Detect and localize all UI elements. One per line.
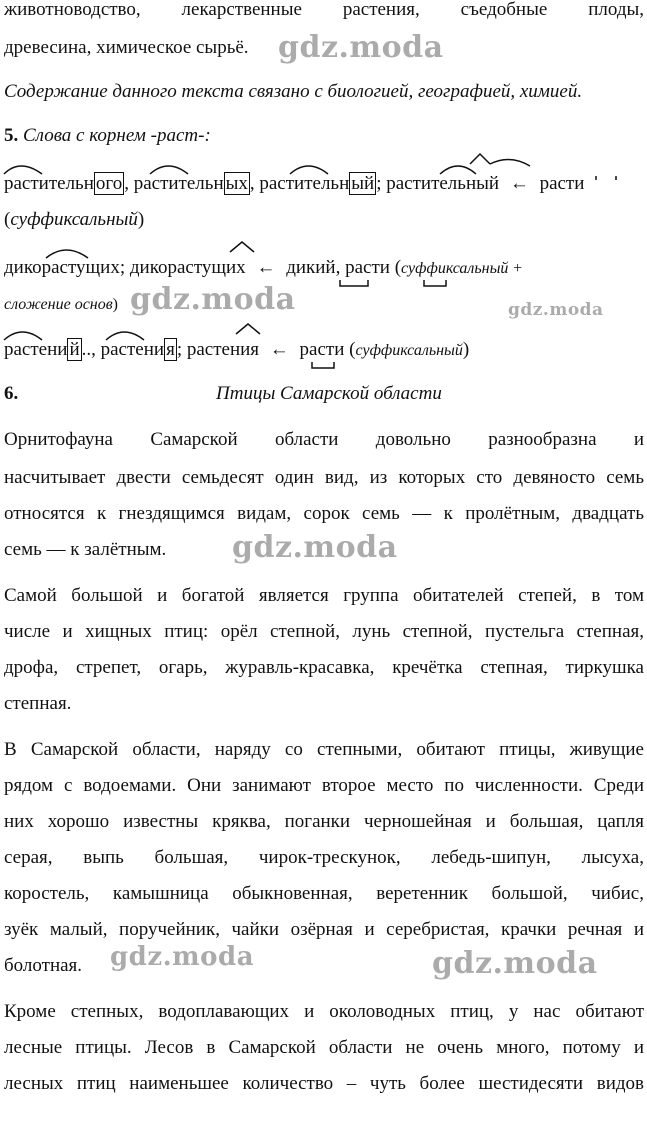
ending-box: ого — [95, 173, 123, 194]
word: дикорастущих; — [4, 257, 126, 278]
word-root: растени — [4, 339, 68, 360]
derivation-method: суффиксальный — [401, 260, 509, 277]
text-line: них хорошо известны кряква, поганки черношейная и большая, цапля — [4, 811, 644, 832]
paren: ( — [349, 339, 356, 360]
text-line: Орнитофауна Самарской области довольно разнообразна и — [4, 429, 644, 450]
text-line: лесные птицы. Лесов в Самарской области не очень много, потому и — [4, 1037, 644, 1058]
paren: ( — [394, 257, 402, 278]
derived-word: растительный — [386, 173, 500, 194]
text-line: древесина, химическое сырьё. — [4, 37, 249, 58]
source-word: расти — [539, 173, 585, 194]
paren: ) — [112, 296, 118, 313]
ending-box: ый — [351, 173, 375, 194]
section-5-heading — [4, 124, 644, 148]
derivation-arrow: ← — [509, 173, 529, 194]
watermark: gdz.moda — [508, 300, 604, 320]
ending-box: ых — [225, 173, 248, 194]
section-number: 5. — [4, 125, 19, 146]
word-root: растительн — [259, 173, 350, 194]
word-root: растительн — [4, 173, 94, 194]
derivation-arrow: ← — [256, 257, 276, 278]
text-line: болотная. — [4, 955, 83, 976]
section-title: Птицы Самарской области — [216, 383, 442, 404]
section-text: Слова с корнем -раст-: — [23, 125, 211, 146]
watermark: gdz.moda — [130, 282, 296, 317]
word-root: растительн — [133, 173, 224, 194]
text-line: числе и хищных птиц: орёл степной, лунь степной, пустельга степная, — [4, 621, 644, 642]
text-line: дрофа, стрепет, огарь, журавль-красавка, кречётка степная, тиркушка — [4, 657, 644, 678]
ending-box: й — [69, 339, 80, 360]
text-line: серая, выпь большая, чирок-трескунок, лебедь-шипун, лысуха, — [4, 847, 644, 868]
derivation-method: сложение основ — [4, 296, 113, 313]
word-analysis-line: растительн ого , растительн ых , растительн ый ; растительный ← расти — [4, 173, 585, 194]
text-line: степная. — [4, 693, 72, 714]
derived-word: растения — [186, 339, 260, 360]
text-line: рядом с водоемами. Они занимают второе место по численности. Среди — [4, 775, 644, 796]
text-line: относятся к гнездящимся видам, сорок семь — к пролётным, двадцать — [4, 503, 644, 524]
paren: ) — [462, 339, 470, 360]
ending-box: я — [166, 339, 175, 360]
derived-word: дикорастущих — [129, 257, 246, 278]
word-analysis-line — [4, 256, 644, 281]
derivation-method: суффиксальный — [355, 342, 463, 359]
watermark: gdz.moda — [278, 30, 444, 65]
text-line: животноводство, лекарственные растения, съедобные плоды, — [4, 0, 644, 20]
watermark: gdz.moda — [110, 942, 255, 972]
punct: .., — [81, 339, 96, 360]
punct: ; — [176, 339, 183, 360]
plus: + — [513, 260, 523, 277]
text-line: зуёк малый, поручейник, чайки озёрная и серебристая, крачки речная и — [4, 919, 644, 940]
paren: ) — [137, 209, 145, 230]
watermark: gdz.moda — [432, 946, 598, 981]
text-line: Содержание данного текста связано с биологией, географией, химией. — [4, 81, 583, 102]
text-line: Самой большой и богатой является группа обитателей степей, в том — [4, 585, 644, 606]
derivation-method: суффиксальный — [10, 209, 138, 230]
section-number: 6. — [4, 383, 19, 404]
word-analysis-line — [4, 338, 644, 363]
text-line: Кроме степных, водоплавающих и околоводных птиц, у нас обитают — [4, 1001, 644, 1022]
derivation-arrow: ← — [269, 339, 289, 360]
watermark: gdz.moda — [232, 530, 398, 565]
paren: ( — [4, 209, 11, 230]
source-word: дикий, — [286, 257, 341, 278]
text-line: лесных птиц наименьшее количество – чуть более шестидесяти видов — [4, 1073, 644, 1094]
text-line: семь — к залётным. — [4, 539, 167, 560]
text-line: коростель, камышница обыкновенная, веретенник большой, чибис, — [4, 883, 644, 904]
source-word: расти — [345, 257, 390, 278]
word-analysis-line — [4, 208, 644, 232]
section-6-heading — [4, 382, 644, 406]
source-word: расти — [299, 339, 345, 360]
text-line: насчитывает двести семьдесят один вид, из которых сто девяносто семь — [4, 467, 644, 488]
word-root: растени — [100, 339, 165, 360]
text-line: В Самарской области, наряду со степными, обитают птицы, живущие — [4, 739, 644, 760]
